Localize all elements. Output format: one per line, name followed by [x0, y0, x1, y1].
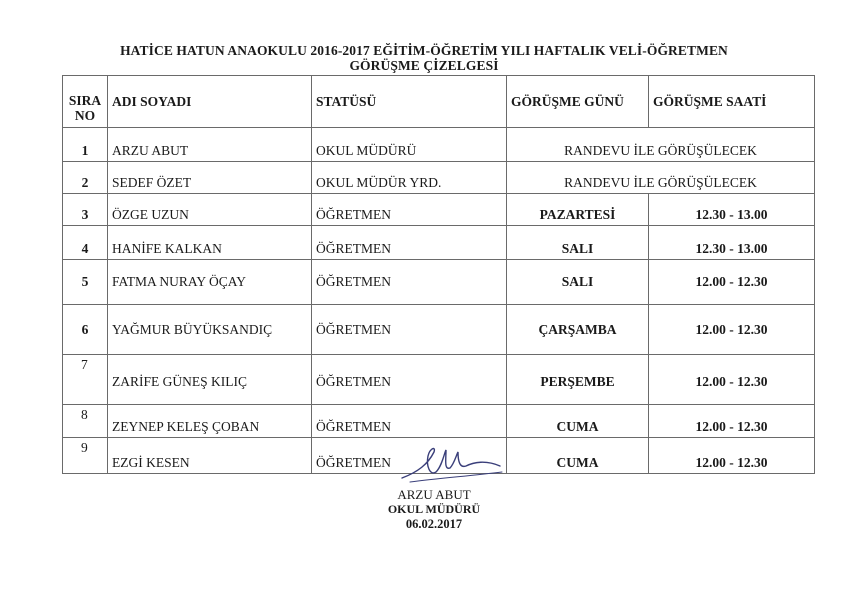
row-number: 2: [63, 162, 108, 194]
row-number: 7: [63, 355, 108, 405]
row-day: CUMA: [507, 405, 649, 438]
row-status: OKUL MÜDÜRÜ: [312, 128, 507, 162]
signer-name: ARZU ABUT: [397, 487, 471, 502]
row-number: 9: [63, 438, 108, 474]
header-sira-no: SIRA NO: [63, 76, 108, 128]
row-time: 12.00 - 12.30: [649, 305, 815, 355]
table-row: [63, 128, 815, 162]
row-time: 12.30 - 13.00: [649, 194, 815, 226]
row-number: 8: [63, 405, 108, 438]
row-name: ÖZGE UZUN: [108, 194, 312, 226]
row-status: ÖĞRETMEN: [312, 405, 507, 438]
row-day: SALI: [507, 260, 649, 305]
table-header-row: [63, 76, 815, 128]
row-day: PERŞEMBE: [507, 355, 649, 405]
row-number: 1: [63, 128, 108, 162]
table-row: [63, 226, 815, 260]
row-status: ÖĞRETMEN: [312, 355, 507, 405]
row-name: YAĞMUR BÜYÜKSANDIÇ: [108, 305, 312, 355]
row-day: CUMA: [507, 438, 649, 474]
row-number: 6: [63, 305, 108, 355]
row-name: ARZU ABUT: [108, 128, 312, 162]
row-name: ZARİFE GÜNEŞ KILIÇ: [108, 355, 312, 405]
document-date: 06.02.2017: [405, 517, 463, 531]
row-day: PAZARTESİ: [507, 194, 649, 226]
row-number: 4: [63, 226, 108, 260]
row-day: ÇARŞAMBA: [507, 305, 649, 355]
table-row: [63, 162, 815, 194]
table-row: [63, 260, 815, 305]
row-status: ÖĞRETMEN: [312, 194, 507, 226]
row-time: 12.30 - 13.00: [649, 226, 815, 260]
row-time: 12.00 - 12.30: [649, 260, 815, 305]
row-name: HANİFE KALKAN: [108, 226, 312, 260]
row-name: FATMA NURAY ÖÇAY: [108, 260, 312, 305]
header-status: STATÜSÜ: [312, 76, 507, 128]
row-name: EZGİ KESEN: [108, 438, 312, 474]
row-status: ÖĞRETMEN: [312, 260, 507, 305]
row-time: 12.00 - 12.30: [649, 438, 815, 474]
row-number: 5: [63, 260, 108, 305]
table-row: [63, 405, 815, 438]
row-name: ZEYNEP KELEŞ ÇOBAN: [108, 405, 312, 438]
row-appointment-note: RANDEVU İLE GÖRÜŞÜLECEK: [507, 128, 815, 162]
document-title: HATİCE HATUN ANAOKULU 2016-2017 EĞİTİM-ÖĞRETİM YILI HAFTALIK VELİ-ÖĞRETMEN: [120, 43, 728, 58]
header-day: GÖRÜŞME GÜNÜ: [507, 76, 649, 128]
row-status: ÖĞRETMEN: [312, 438, 507, 474]
document-subtitle: GÖRÜŞME ÇİZELGESİ: [349, 58, 499, 73]
row-time: 12.00 - 12.30: [649, 405, 815, 438]
row-status: ÖĞRETMEN: [312, 305, 507, 355]
row-appointment-note: RANDEVU İLE GÖRÜŞÜLECEK: [507, 162, 815, 194]
signature-graphic: [400, 442, 505, 487]
row-day: SALI: [507, 226, 649, 260]
row-number: 3: [63, 194, 108, 226]
signer-role: OKUL MÜDÜRÜ: [387, 502, 481, 516]
schedule-table: [62, 75, 815, 474]
row-name: SEDEF ÖZET: [108, 162, 312, 194]
row-status: OKUL MÜDÜR YRD.: [312, 162, 507, 194]
table-row: [63, 194, 815, 226]
row-status: ÖĞRETMEN: [312, 226, 507, 260]
header-time: GÖRÜŞME SAATİ: [649, 76, 815, 128]
table-row: [63, 305, 815, 355]
row-time: 12.00 - 12.30: [649, 355, 815, 405]
header-name: ADI SOYADI: [108, 76, 312, 128]
table-row: [63, 355, 815, 405]
